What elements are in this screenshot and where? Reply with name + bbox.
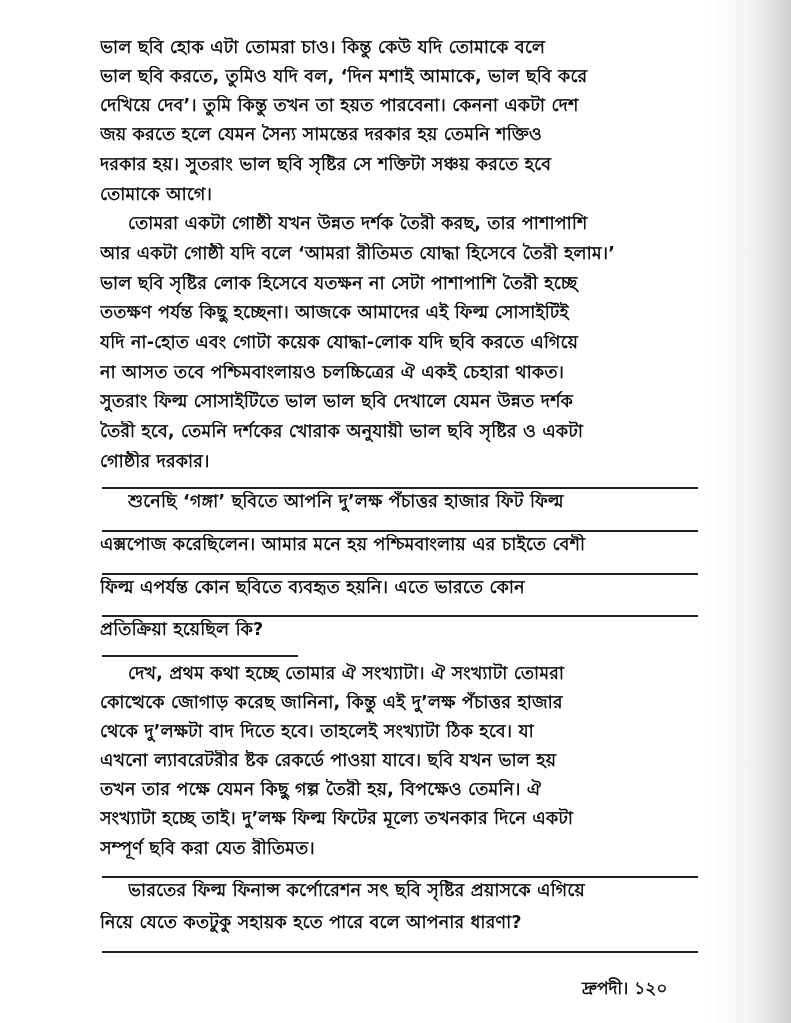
- text-line: আর একটা গোষ্ঠী যদি বলে ‘আমরা রীতিমত যোদ্ধা হিসেবে তৈরী হলাম।’: [100, 244, 616, 264]
- text-line: তখন তার পক্ষে যেমন কিছু গল্প তৈরী হয়, বিপক্ষেও তেমনি। ঐ: [100, 780, 542, 800]
- text-line: ভাল ছবি করতে, তুমিও যদি বল, ‘দিন মশাই আমাকে, ভাল ছবি করে: [100, 67, 588, 87]
- text-line: সম্পূর্ণ ছবি করা যেত রীতিমত।: [100, 839, 315, 859]
- text-line: জয় করতে হলে যেমন সৈন্য সামন্তের দরকার হয় তেমনি শক্তিও: [100, 125, 542, 145]
- text-line: সুতরাং ফিল্ম সোসাইটিতে ভাল ভাল ছবি দেখালে যেমন উন্নত দর্শক: [100, 392, 574, 412]
- text-line: ভাল ছবি হোক এটা তোমরা চাও। কিন্তু কেউ যদি তোমাকে বলে: [100, 38, 546, 58]
- text-line: তোমাকে আগে।: [100, 185, 213, 205]
- question-rule: [102, 573, 698, 575]
- text-line: দেখ, প্রথম কথা হচ্ছে তোমার ঐ সংখ্যাটা। ঐ সংখ্যাটা তোমরা: [128, 664, 565, 684]
- question-rule: [102, 951, 698, 953]
- text-line: ততক্ষণ পর্যন্ত কিছু হচ্ছেনা। আজকে আমাদের এই ফিল্ম সোসাইটিই: [100, 303, 569, 323]
- question-rule: [102, 655, 298, 657]
- question-rule: [102, 530, 698, 532]
- text-line: তৈরী হবে, তেমনি দর্শকের খোরাক অনুযায়ী ভাল ছবি সৃষ্টির ও একটা: [100, 422, 584, 442]
- page-footer: দ্রুপদী। ১২০: [582, 979, 668, 999]
- text-line: তোমরা একটা গোষ্ঠী যখন উন্নত দর্শক তৈরী করছ, তার পাশাপাশি: [128, 214, 588, 234]
- page-spine-shadow: [709, 0, 791, 1023]
- text-line: না আসত তবে পশ্চিমবাংলায়ও চলচ্চিত্রের ঐ একই চেহারা থাকত।: [100, 363, 565, 383]
- question-rule: [102, 876, 698, 878]
- question-rule: [102, 615, 698, 617]
- text-line: থেকে দু’লক্ষটা বাদ দিতে হবে। তাহলেই সংখ্যাটা ঠিক হবে। যা: [100, 722, 534, 742]
- question-line: ফিল্ম এপর্যন্ত কোন ছবিতে ব্যবহৃত হয়নি। এতে ভারতে কোন: [100, 578, 525, 598]
- question-line: ভারতের ফিল্ম ফিনান্স কর্পোরেশন সৎ ছবি সৃষ্টির প্রয়াসকে এগিয়ে: [128, 881, 585, 901]
- question-line: এক্সপোজ করেছিলেন। আমার মনে হয় পশ্চিমবাংলায় এর চাইতে বেশী: [100, 535, 586, 555]
- text-line: ভাল ছবি সৃষ্টির লোক হিসেবে যতক্ষন না সেটা পাশাপাশি তৈরী হচ্ছে: [100, 274, 578, 294]
- text-line: কোত্থেকে জোগাড় করেছ জানিনা, কিন্তু এই দু’লক্ষ পঁচাত্তর হাজার: [100, 693, 563, 713]
- text-line: এখনো ল্যাবরেটরীর ষ্টক রেকর্ডে পাওয়া যাবে। ছবি যখন ভাল হয়: [100, 751, 557, 771]
- text-line: যদি না-হোত এবং গোটা কয়েক যোদ্ধা-লোক যদি ছবি করতে এগিয়ে: [100, 333, 579, 353]
- question-rule: [102, 487, 698, 489]
- text-line: গোষ্ঠীর দরকার।: [100, 452, 210, 472]
- question-line: প্রতিক্রিয়া হয়েছিল কি?: [100, 620, 264, 640]
- question-line: শুনেছি ‘গঙ্গা’ ছবিতে আপনি দু’লক্ষ পঁচাত্তর হাজার ফিট ফিল্ম: [128, 492, 564, 512]
- text-line: দেখিয়ে দেব’। তুমি কিন্তু তখন তা হয়ত পারবেনা। কেননা একটা দেশ: [100, 96, 579, 116]
- text-line: সংখ্যাটা হচ্ছে তাই। দু’লক্ষ ফিল্ম ফিটের মূল্যে তখনকার দিনে একটা: [100, 809, 574, 829]
- question-line: নিয়ে যেতে কতটুকু সহায়ক হতে পারে বলে আপনার ধারণা?: [100, 913, 522, 933]
- text-line: দরকার হয়। সুতরাং ভাল ছবি সৃষ্টির সে শক্তিটা সঞ্চয় করতে হবে: [100, 155, 552, 175]
